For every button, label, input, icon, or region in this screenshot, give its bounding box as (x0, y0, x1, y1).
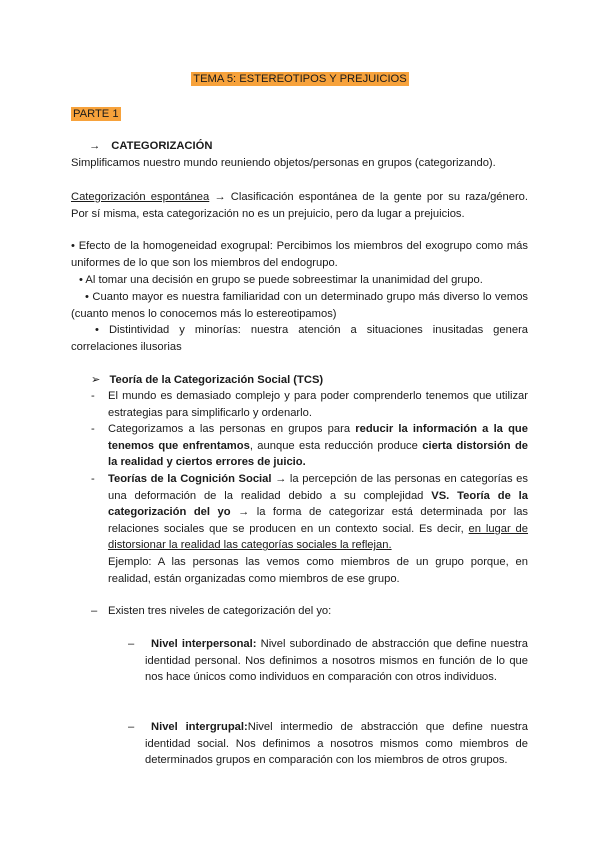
dot-item-2: • Al tomar una decisión en grupo se puede sobreestimar la unanimidad del grupo. (79, 274, 483, 286)
cat-heading: CATEGORIZACIÓN (111, 140, 213, 152)
dot-item-3: • Cuanto mayor es nuestra familiaridad con un determinado grupo más diverso lo vemos (cuanto menos lo conocemos más lo estereotipamos) (71, 291, 529, 320)
bullet-icon: • (95, 324, 99, 336)
title-line (0, 71, 600, 88)
levels-intro: Existen tres niveles de categorización del yo: (108, 605, 332, 617)
dash-icon: - (91, 473, 95, 485)
document-title: TEMA 5: ESTEREOTIPOS Y PREJUICIOS (193, 73, 407, 85)
spont-paragraph (71, 189, 528, 222)
spont-label: Categorización espontánea (71, 191, 210, 203)
part-line (71, 106, 121, 123)
tcs-example: Ejemplo: A las personas las vemos como miembros de un grupo porque, en realidad, están organizadas como miembros de ese grupo. (108, 556, 528, 585)
dot-item-4: • Distintividad y minorías: nuestra atención a situaciones inusitadas genera correlaciones ilusorias (71, 324, 529, 353)
dash-icon: – (128, 721, 135, 733)
level-intergroup: Nivel intergrupal:Nivel intermedio de abstracción que define nuestra identidad social. Nos definimos a nosotros mismos como miembros de determinados grupos en comparación con los miembros de otros grupos. (145, 721, 528, 767)
arrow-icon: → (89, 140, 101, 152)
tcs-item-2: Categorizamos a las personas en grupos para reducir la información a la que tenemos que enfrentamos, aunque esta reducción produce cierta distorsión de la realidad y ciertos errores de juicio. (108, 423, 528, 469)
bullet-icon: • (71, 240, 75, 252)
cat-heading-line (89, 138, 212, 155)
spont-text: Clasificación espontánea de la gente por su raza/género. Por sí misma, esta categorización no es un prejuicio, pero da lugar a prejuicios. (71, 191, 529, 220)
arrow-icon: → (238, 506, 250, 519)
level-interpersonal: Nivel interpersonal: Nivel subordinado de abstracción que define nuestra identidad personal. Nos definimos a nosotros mismos en función de lo que nos hace únicos como individuos en comparación con otros individuos. (145, 638, 528, 684)
tcs-item-3: Teorías de la Cognición Social → la percepción de las personas en categorías es una deformación de la realidad debido a su complejidad VS. Teoría de la categorización del yo → la forma de categorizar está determinada por las relaciones sociales que se producen en un contexto social. Es decir, en lugar de distorsionar la realidad las categorías sociales la reflejan. (108, 473, 529, 552)
dash-icon: – (128, 638, 135, 650)
part-label: PARTE 1 (73, 108, 119, 120)
tcs-heading-line (91, 372, 323, 389)
arrow-icon: → (214, 191, 226, 203)
dash-icon: - (91, 423, 95, 435)
bullet-icon: • (85, 291, 89, 303)
tcs-heading: Teoría de la Categorización Social (TCS) (109, 374, 324, 386)
bullet-icon: • (79, 274, 83, 286)
triangle-bullet-icon: ➢ (91, 374, 101, 386)
dot-item-1: • Efecto de la homogeneidad exogrupal: Percibimos los miembros del exogrupo como más uniformes de lo que son los miembros del endogrupo. (71, 240, 528, 269)
dash-icon: – (91, 605, 98, 617)
arrow-icon: → (275, 473, 287, 485)
tcs-item-1: El mundo es demasiado complejo y para poder comprenderlo tenemos que utilizar estrategias para simplificarlo y ordenarlo. (108, 390, 528, 419)
dash-icon: - (91, 390, 95, 402)
cat-intro: Simplificamos nuestro mundo reuniendo objetos/personas en grupos (categorizando). (71, 157, 496, 169)
